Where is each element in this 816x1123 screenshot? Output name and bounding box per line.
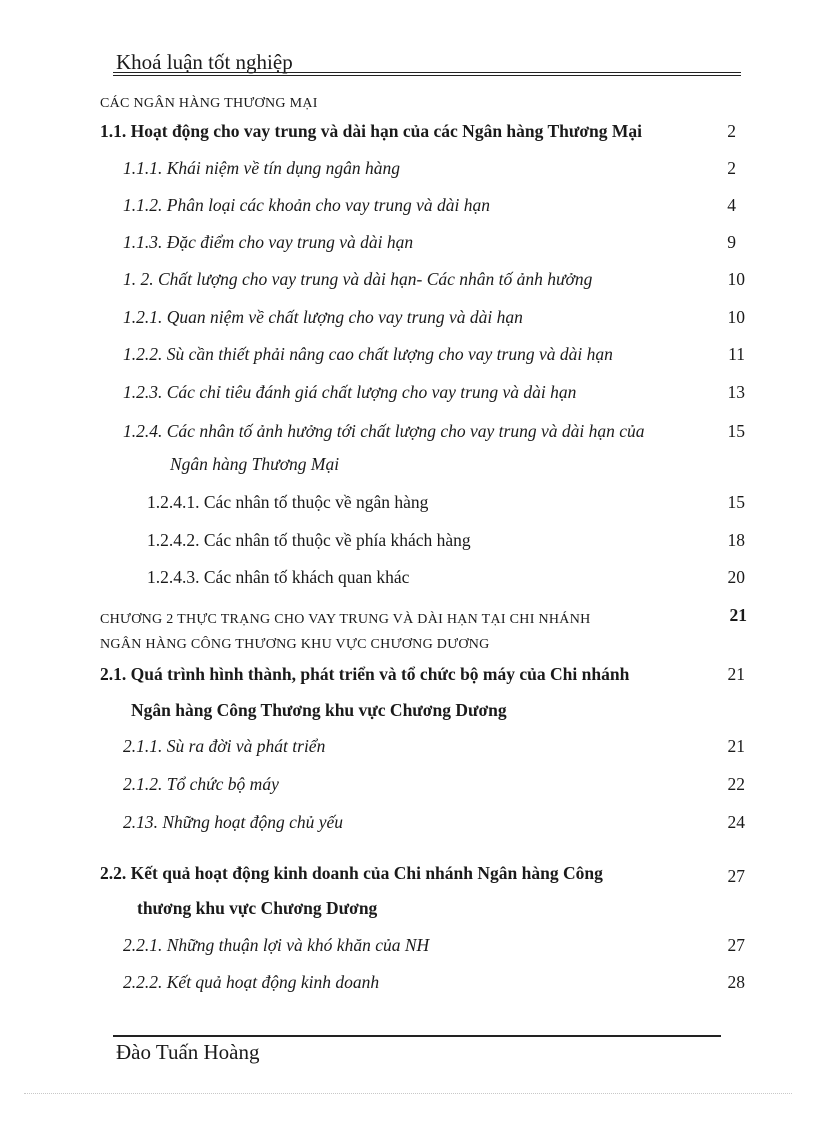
chapter-2-title-cont: NGÂN HÀNG CÔNG THƯƠNG KHU VỰC CHƯƠNG DƯƠNG (100, 637, 490, 652)
toc-page-2-1-1: 21 (727, 736, 745, 756)
footer-rule (113, 1035, 721, 1037)
toc-entry-1-1-1: 1.1.1. Khái niệm về tín dụng ngân hàng (123, 158, 401, 178)
toc-page-1-2: 10 (727, 269, 745, 289)
toc-page-2-2-1: 27 (727, 935, 745, 955)
toc-page-2-2-2: 28 (727, 972, 745, 992)
toc-entry-1-2-4-cont: Ngân hàng Thương Mại (170, 454, 340, 474)
toc-page-1-2-4: 15 (727, 421, 745, 441)
toc-entry-1-2-1: 1.2.1. Quan niệm về chất lượng cho vay trung và dài hạn (123, 307, 523, 327)
toc-entry-2-2-1: 2.2.1. Những thuận lợi và khó khăn của NH (123, 935, 430, 955)
page-header-title: Khoá luận tốt nghiệp (116, 50, 293, 74)
toc-page-1-1-2: 4 (727, 195, 736, 215)
toc-entry-2-1-cont: Ngân hàng Công Thương khu vực Chương Dương (131, 700, 507, 720)
toc-entry-1-2-4-2: 1.2.4.2. Các nhân tố thuộc về phía khách hàng (147, 530, 471, 550)
page-bottom-border (24, 1093, 792, 1094)
footer-author: Đào Tuấn Hoàng (116, 1040, 260, 1064)
toc-entry-1-1: 1.1. Hoạt động cho vay trung và dài hạn của các Ngân hàng Thương Mại (100, 121, 643, 141)
toc-entry-1-1-2: 1.1.2. Phân loại các khoản cho vay trung và dài hạn (123, 195, 490, 215)
header-rule (113, 72, 741, 73)
toc-page-chapter-2: 21 (729, 605, 747, 625)
toc-entry-2-2-2: 2.2.2. Kết quả hoạt động kinh doanh (123, 972, 380, 992)
header-rule-second (113, 75, 741, 76)
toc-page-2-1-2: 22 (727, 774, 745, 794)
toc-entry-1-2-2: 1.2.2. Sù cần thiết phải nâng cao chất lượng cho vay trung và dài hạn (123, 344, 613, 364)
toc-entry-2-2-cont: thương khu vực Chương Dương (137, 898, 378, 918)
chapter-1-title-tail: CÁC NGÂN HÀNG THƯƠNG MẠI (100, 96, 318, 111)
toc-entry-2-1: 2.1. Quá trình hình thành, phát triển và tổ chức bộ máy của Chi nhánh (100, 664, 630, 684)
toc-entry-1-2-3: 1.2.3. Các chỉ tiêu đánh giá chất lượng cho vay trung và dài hạn (123, 382, 577, 402)
toc-page-1-2-4-3: 20 (727, 567, 745, 587)
toc-page-2-1: 21 (727, 664, 745, 684)
toc-entry-1-2-4-1: 1.2.4.1. Các nhân tố thuộc về ngân hàng (147, 492, 429, 512)
toc-entry-1-2-4: 1.2.4. Các nhân tố ảnh hưởng tới chất lượng cho vay trung và dài hạn của (123, 421, 645, 441)
toc-page-1-1-1: 2 (727, 158, 736, 178)
toc-page-1-2-2: 11 (728, 344, 745, 364)
toc-entry-2-1-3: 2.13. Những hoạt động chủ yếu (123, 812, 344, 832)
toc-page-1-1: 2 (727, 121, 736, 141)
toc-entry-2-2: 2.2. Kết quả hoạt động kinh doanh của Chi nhánh Ngân hàng Công (100, 863, 603, 883)
toc-entry-1-2: 1. 2. Chất lượng cho vay trung và dài hạn- Các nhân tố ảnh hưởng (123, 269, 593, 289)
toc-entry-2-1-2: 2.1.2. Tổ chức bộ máy (123, 774, 279, 794)
toc-page-1-1-3: 9 (727, 232, 736, 252)
toc-page-2-1-3: 24 (727, 812, 745, 832)
toc-page-1-2-4-1: 15 (727, 492, 745, 512)
toc-entry-1-2-4-3: 1.2.4.3. Các nhân tố khách quan khác (147, 567, 410, 587)
toc-page-2-2: 27 (727, 866, 745, 886)
toc-page-1-2-4-2: 18 (727, 530, 745, 550)
toc-entry-1-1-3: 1.1.3. Đặc điểm cho vay trung và dài hạn (123, 232, 414, 252)
toc-page-1-2-3: 13 (727, 382, 745, 402)
toc-entry-2-1-1: 2.1.1. Sù ra đời và phát triển (123, 736, 326, 756)
chapter-2-title: CHƯƠNG 2 THỰC TRẠNG CHO VAY TRUNG VÀ DÀI HẠN TẠI CHI NHÁNH (100, 612, 591, 627)
toc-page-1-2-1: 10 (727, 307, 745, 327)
